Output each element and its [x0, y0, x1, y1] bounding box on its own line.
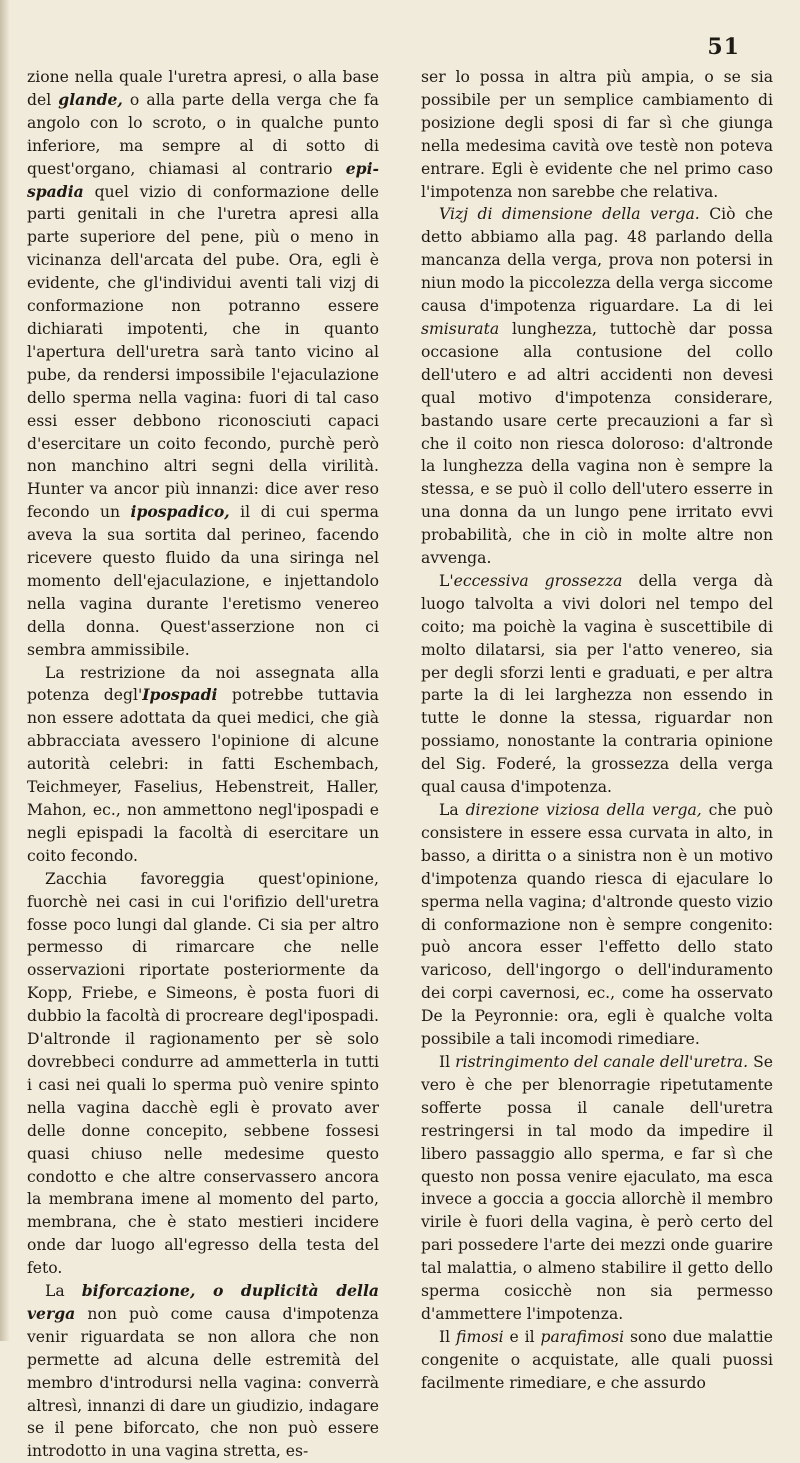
paragraph: Zacchia favoreggia quest'opinione, fuorchè nei casi in cui l'orifizio dell'uretra fosse poco lungi dal glande. Ci sia per altro permesso di rimarcare che nelle osservazioni riportate posteriormente da Kopp, Friebe, e Simeons, è posta fuori di dubbio la facoltà di procreare degl'ipospadi. D'altronde il ragionamento per sè solo dovrebbeci condurre ad ammetterla in tutti i casi nei quali lo sperma può venire spinto nella vagina dacchè egli è provato aver delle donne concepito, sebbene fossesi quasi chiuso nelle medesime questo condotto e che altre conservassero ancora la membrana imene al momento del parto, membrana, che è stato mestieri incidere onde dar luogo all'egresso della testa del feto.	[27, 869, 379, 1278]
page-spine-shadow	[0, 0, 10, 1341]
page-number: 51	[707, 34, 740, 60]
text-columns	[27, 66, 773, 1461]
paragraph: La direzione viziosa della verga, che può consistere in essere essa curvata in alto, in basso, a diritta o a sinistra non è un motivo d'impotenza quando riesca di ejaculare lo sperma nella vagina; d'altronde questo vizio di conformazione non è sempre congenito: può ancora esser l'effetto dello stato varicoso, dell'ingorgo o dell'induramento dei corpi cavernosi, ec., come ha osservato De la Peyronnie: ora, egli è qualche volta possibile a tali incomodi rimediare.	[421, 801, 773, 1049]
paragraph: Vizj di dimensione della verga. Ciò che detto abbiamo alla pag. 48 parlando della mancanza della verga, prova non potersi in niun modo la piccolezza della verga siccome causa d'impotenza riguardare. La di lei smisurata lunghezza, tuttochè dar possa occasione alla contusione del collo dell'utero e ad altri accidenti non devesi qual motivo d'impotenza considerare, bastando usare certe precauzioni a far sì che il coito non riesca doloroso: d'altronde la lunghezza della vagina non è sempre la stessa, e se può il collo dell'utero esserre in una donna da un lungo pene irritato evvi probabilità, che in ciò in molte altre non avvenga.	[421, 205, 773, 568]
paragraph: L'eccessiva grossezza della verga dà luogo talvolta a vivi dolori nel tempo del coito; ma poichè la vagina è suscettibile di molto dilatarsi, sia per l'atto venereo, sia per degli sforzi lenti e graduati, e per altra parte la di lei larghezza non essendo in tutte le donne la stessa, riguardar non possiamo, nonostante la contraria opinione del Sig. Foderé, la grossezza della verga qual causa d'impotenza.	[421, 571, 773, 797]
paragraph: ser lo possa in altra più ampia, o se sia possibile per un semplice cambiamento di posizione degli sposi di far sì che giunga nella medesima cavità ove testè non poteva entrare. Egli è evidente che nel primo caso l'impotenza non sarebbe che relativa.	[421, 68, 773, 201]
paragraph: Il fimosi e il parafimosi sono due malattie congenite o acquistate, alle quali puossi facilmente rimediare, e che assurdo	[421, 1327, 773, 1392]
right-column	[421, 66, 773, 1392]
paragraph: Il ristringimento del canale dell'uretra. Se vero è che per blenorragie ripetutamente sofferte possa il canale dell'uretra restringersi in tal modo da impedire il libero passaggio allo sperma, e far sì che questo non possa venire ejaculato, ma esca invece a goccia a goccia allorchè il membro virile è fuori della vagina, è però certo del pari possedere l'arte dei mezzi onde guarire tal malattia, o almeno stabilire il getto dello sperma cosicchè non sia permesso d'ammettere l'impotenza.	[421, 1052, 773, 1323]
left-column	[27, 66, 379, 1461]
paragraph: La biforcazione, o duplicità della verga non può come causa d'impotenza venir riguardata se non allora che non permette ad alcuna delle estremità del membro d'introdursi nella vagina: converrà altresì, innanzi di dare un giudizio, indagare se il pene biforcato, che non può essere introdotto in una vagina stretta, es-	[27, 1281, 379, 1461]
paragraph: zione nella quale l'uretra apresi, o alla base del glande, o alla parte della verga che fa angolo con lo scroto, o in qualche punto inferiore, ma sempre al di sotto di quest'organo, chiamasi al contrario epi-spadia quel vizio di conformazione delle parti genitali in che l'uretra apresi alla parte superiore del pene, più o meno in vicinanza dell'arcata del pube. Ora, egli è evidente, che gl'individui aventi tali vizj di conformazione non potranno essere dichiarati impotenti, che in quanto l'apertura dell'uretra sarà tanto vicino al pube, da rendersi impossibile l'ejaculazione dello sperma nella vagina: fuori di tal caso essi esser debbono riconosciuti capaci d'esercitare un coito fecondo, purchè però non manchino altri segni della virilità. Hunter va ancor più innanzi: dice aver reso fecondo un ipospadico, il di cui sperma aveva la sua sortita dal perineo, facendo ricevere questo fluido da una siringa nel momento dell'ejaculazione, e injettandolo nella vagina durante l'eretismo venereo della donna. Quest'asserzione non ci sembra ammissibile.	[27, 68, 379, 659]
paragraph: La restrizione da noi assegnata alla potenza degl'Ipospadi potrebbe tuttavia non essere adottata da quei medici, che già abbracciata avessero l'opinione di alcune autorità celebri: in fatti Eschembach, Teichmeyer, Faselius, Hebenstreit, Haller, Mahon, ec., non ammettono negl'ipospadi e negli epispadi la facoltà di esercitare un coito fecondo.	[27, 663, 379, 865]
